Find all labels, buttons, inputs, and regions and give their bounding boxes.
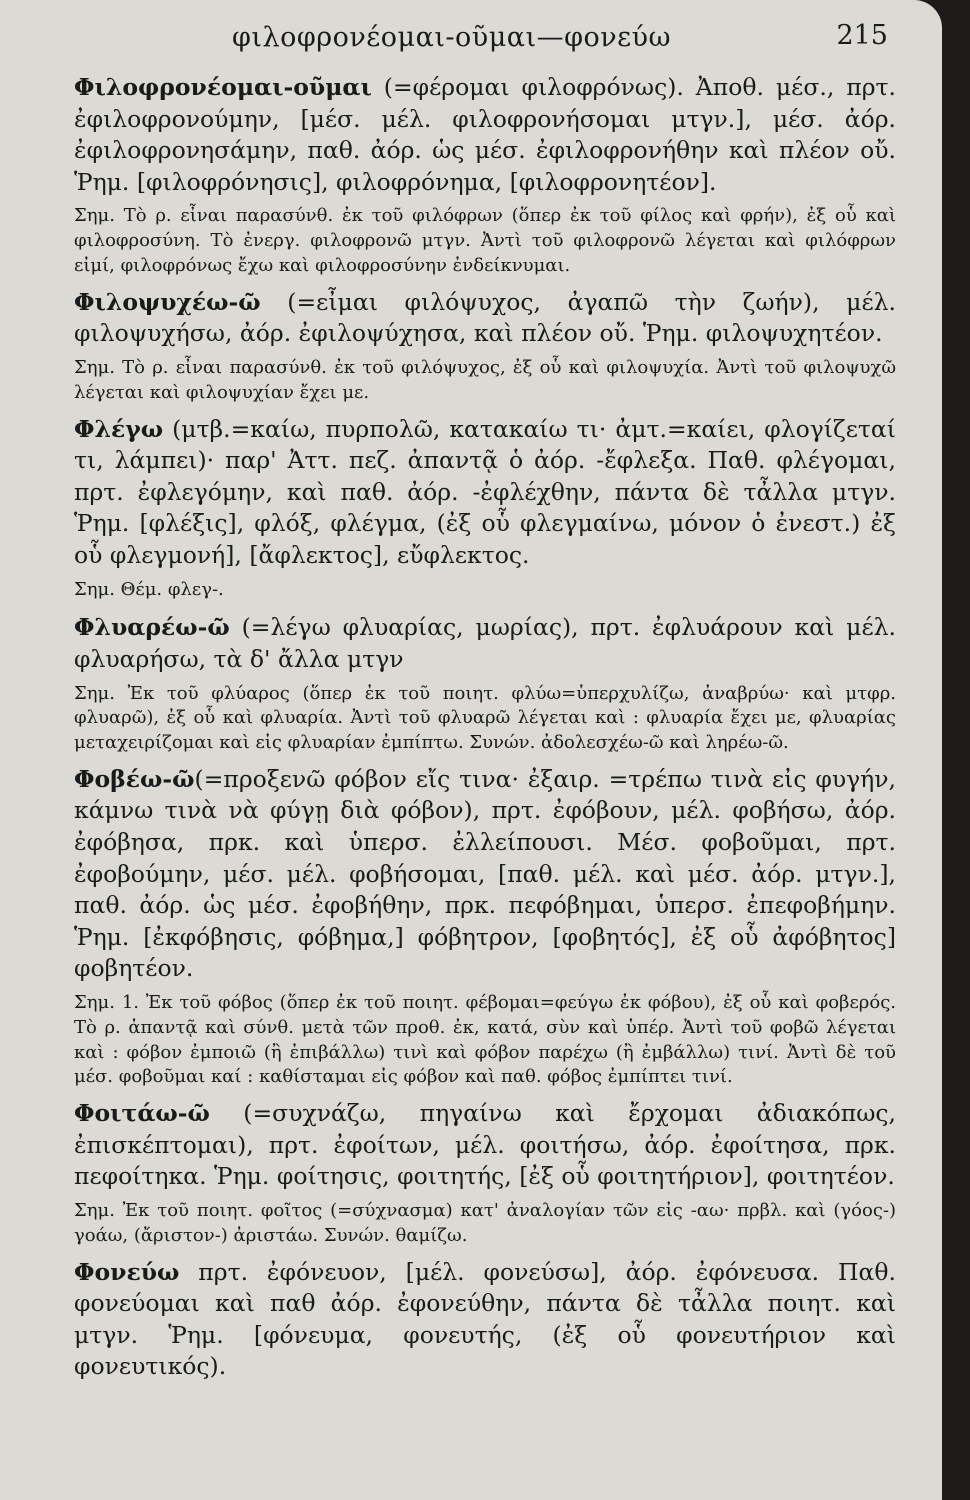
entry-phobeo (74, 764, 896, 985)
page-number: 215 (836, 20, 888, 51)
entry-lemma: Φοιτάω-ῶ (74, 1099, 210, 1128)
entry-phoneuo (74, 1257, 896, 1383)
note-philophroneomai: Σημ. Τὸ ρ. εἶναι παρασύνθ. ἐκ τοῦ φιλόφρων (ὅπερ ἐκ τοῦ φίλος καὶ φρήν), ἐξ οὗ καὶ φιλοφροσύνη. Τὸ ἐνεργ. φιλοφρονῶ μτγν. Ἀντὶ τοῦ φιλοφρονῶ λέγεται καὶ φιλόφρων εἰμί, φιλοφρόνως ἔχω καὶ φιλοφροσύνην ἐνδείκνυμαι. (74, 205, 896, 276)
entry-phoitao (74, 1098, 896, 1193)
entry-philopsycheo (74, 287, 896, 350)
entry-text: (=φέρομαι φιλοφρόνως). Ἀποθ. μέσ., πρτ. ἐφιλοφρονούμην, [μέσ. μέλ. φιλοφρονήσομαι μτγν.], μέσ. ἀόρ. ἐφιλοφρονησάμην, παθ. ἀόρ. ὡς μέσ. ἐφιλοφρονήθην καὶ πλέον οὔ. Ῥημ. [φιλοφρόνησις], φιλοφρόνημα, [φιλοφρονητέον]. (74, 73, 896, 196)
entry-text: (=προξενῶ φόβον εἴς τινα· ἐξαιρ. =τρέπω τινὰ εἰς φυγήν, κάμνω τινὰ νὰ φύγῃ διὰ φόβον), πρτ. ἐφόβουν, μέλ. φοβήσω, ἀόρ. ἐφόβησα, πρκ. καὶ ὑπερσ. ἐλλείπουσι. Μέσ. φοβοῦμαι, πρτ. ἐφοβούμην, μέσ. μέλ. φοβήσομαι, [παθ. μέλ. καὶ μέσ. ἀόρ. μτγν.], παθ. ἀόρ. ὡς μέσ. ἐφοβήθην, πρκ. πεφόβημαι, ὑπερσ. ἐπεφοβήμην. Ῥημ. [ἐκφόβησις, φόβημα,] φόβητρον, [φοβητός], ἐξ οὗ ἀφόβητος] φοβητέον. (74, 764, 896, 983)
note-phobeo: Σημ. 1. Ἐκ τοῦ φόβος (ὅπερ ἐκ τοῦ ποιητ. φέβομαι=φεύγω ἐκ φόβου), ἐξ οὗ καὶ φοβερός. Τὸ ρ. ἀπαντᾷ καὶ σύνθ. μετὰ τῶν προθ. ἐκ, κατά, σὺν καὶ ὑπέρ. Ἀντὶ τοῦ φοβῶ λέγεται καὶ : φόβον ἐμποιῶ (ἢ ἐπιβάλλω) τινὶ καὶ φόβον παρέχω (ἢ ἐμβάλλω) τινί. Ἀντὶ δὲ τοῦ μέσ. φοβοῦμαι καί : καθίσταμαι εἰς φόβον καὶ παθ. φόβος ἐμπίπτει τινί. (74, 992, 896, 1088)
note-phlyareo: Σημ. Ἐκ τοῦ φλύαρος (ὅπερ ἐκ τοῦ ποιητ. φλύω=ὑπερχυλίζω, ἀναβρύω· καὶ μτφρ. φλυαρῶ), ἐξ οὗ καὶ φλυαρία. Ἀντὶ τοῦ φλυαρῶ λέγεται καὶ : φλυαρία ἔχει με, φλυαρίας μεταχειρίζομαι καὶ εἰς φλυαρίαν ἐμπίπτω. Συνών. ἀδολεσχέω-ῶ καὶ ληρέω-ῶ. (74, 682, 896, 754)
entry-text: (=εἶμαι φιλόψυχος, ἀγαπῶ τὴν ζωήν), μέλ. φιλοψυχήσω, ἀόρ. ἐφιλοψύχησα, καὶ πλέον οὔ. Ῥημ. φιλοψυχητέον. (74, 287, 896, 348)
entry-philophroneomai (74, 72, 896, 198)
entry-phlyareo (74, 612, 896, 675)
entry-lemma: Φλέγω (74, 414, 164, 443)
running-head: φιλοφρονέομαι-οῦμαι—φονεύω (232, 22, 672, 53)
entry-lemma: Φιλοφρονέομαι-οῦμαι (74, 73, 372, 101)
entry-lemma: Φλυαρέω-ῶ (74, 613, 230, 642)
entry-lemma: Φονεύω (74, 1257, 180, 1286)
note-philopsycheo: Σημ. Τὸ ρ. εἶναι παρασύνθ. ἐκ τοῦ φιλόψυχος, ἐξ οὗ καὶ φιλοψυχία. Ἀντὶ τοῦ φιλοψυχῶ λέγεται καὶ φιλοψυχίαν ἔχει με. (74, 356, 896, 403)
entry-lemma: Φοβέω-ῶ (74, 764, 195, 793)
entry-text: πρτ. ἐφόνευον, [μέλ. φονεύσω], ἀόρ. ἐφόνευσα. Παθ. φονεύομαι καὶ παθ ἀόρ. ἐφονεύθην, πάντα δὲ τἆλλα ποιητ. καὶ μτγν. Ῥημ. [φόνευμα, φονευτής, (ἐξ οὗ φονευτήριον καὶ φονευτικός). (74, 1257, 896, 1381)
note-phlego: Σημ. Θέμ. φλεγ-. (74, 578, 224, 600)
entry-text: (μτβ.=καίω, πυρπολῶ, κατακαίω τι· ἀμτ.=καίει, φλογίζεταί τι, λάμπει)· παρ' Ἀττ. πεζ. ἀπαντᾷ ὁ ἀόρ. -ἔφλεξα. Παθ. φλέγομαι, πρτ. ἐφλεγόμην, καὶ παθ. ἀόρ. -ἐφλέχθην, πάντα δὲ τἆλλα μτγν. Ῥημ. [φλέξις], φλόξ, φλέγμα, (ἐξ οὗ φλεγμαίνω, μόνον ὁ ἐνεστ.) ἐξ οὗ φλεγμονή], [ἄφλεκτος], εὔφλεκτος. (74, 414, 896, 569)
note-phoitao: Σημ. Ἐκ τοῦ ποιητ. φοῖτος (=σύχνασμα) κατ' ἀναλογίαν τῶν εἰς -αω· πρβλ. καὶ (γόος-) γοάω, (ἄριστον-) ἀριστάω. Συνών. θαμίζω. (74, 1200, 896, 1246)
entry-text: (=λέγω φλυαρίας, μωρίας), πρτ. ἐφλυάρουν καὶ μέλ. φλυαρήσω, τὰ δ' ἄλλα μτγν (74, 613, 896, 673)
entry-phlego (74, 414, 896, 572)
entry-text: (=συχνάζω, πηγαίνω καὶ ἔρχομαι ἀδιακόπως, ἐπισκέπτομαι), πρτ. ἐφοίτων, μέλ. φοιτήσω, ἀόρ. ἐφοίτησα, πρκ. πεφοίτηκα. Ῥημ. φοίτησις, φοιτητής, [ἐξ οὗ φοιτητήριον], φοιτητέον. (74, 1099, 896, 1191)
entry-lemma: Φιλοψυχέω-ῶ (74, 287, 261, 316)
page-header (74, 16, 896, 72)
